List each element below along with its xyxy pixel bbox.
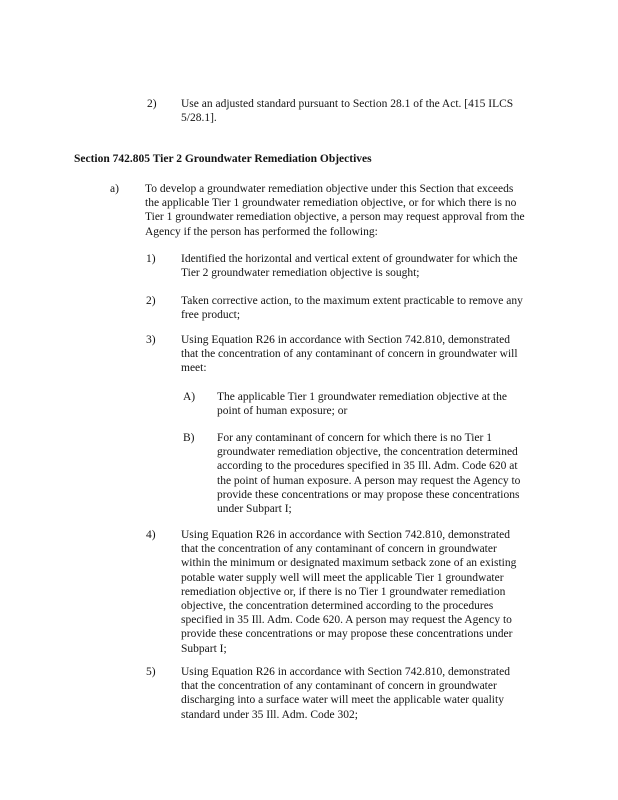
text-line: provide these concentrations or may propose these concentrations under <box>181 628 513 641</box>
text-line: that the concentration of any contaminant of concern in groundwater <box>181 680 497 693</box>
item-label: 3) <box>146 334 156 346</box>
item-text <box>181 528 516 656</box>
subsection-text <box>145 182 525 239</box>
text-line: potable water supply well will meet the applicable Tier 1 groundwater <box>181 571 504 584</box>
item-label: 2) <box>147 98 157 110</box>
text-line: within the minimum or designated maximum setback zone of an existing <box>181 557 517 570</box>
sub-item-label: B) <box>183 432 195 444</box>
text-line: Use an adjusted standard pursuant to Section 28.1 of the Act. [415 ILCS <box>181 98 514 110</box>
text-line: Taken corrective action, to the maximum extent practicable to remove any <box>181 295 523 307</box>
text-line: the applicable Tier 1 groundwater remediation objective, or for which there is no <box>145 197 517 210</box>
text-line: provide these concentrations or may propose these concentrations <box>217 488 520 501</box>
sub-item-label: A) <box>183 391 196 403</box>
subsection-label: a) <box>110 183 119 195</box>
item-text <box>181 333 518 376</box>
item-label: 4) <box>146 529 156 541</box>
sub-item-text <box>217 431 520 516</box>
text-line: Using Equation R26 in accordance with Section 742.810, demonstrated <box>181 334 510 346</box>
text-line: remediation objective or, if there is no Tier 1 groundwater remediation <box>181 585 506 598</box>
text-line: the point of human exposure. A person may request the Agency to <box>217 474 521 487</box>
item-text <box>181 252 518 280</box>
text-line: free product; <box>181 309 241 322</box>
text-line: Using Equation R26 in accordance with Section 742.810, demonstrated <box>181 666 510 678</box>
text-line: Agency if the person has performed the following: <box>145 225 378 238</box>
text-line: Tier 2 groundwater remediation objective is sought; <box>181 267 420 280</box>
text-line: groundwater remediation objective, the concentration determined <box>217 446 518 459</box>
text-line: specified in 35 Ill. Adm. Code 620. A person may request the Agency to <box>181 614 512 627</box>
section-heading: Section 742.805 Tier 2 Groundwater Remediation Objectives <box>74 153 372 165</box>
text-line: For any contaminant of concern for which there is no Tier 1 <box>217 432 492 444</box>
text-line: Tier 1 groundwater remediation objective, a person may request approval from the <box>145 211 525 224</box>
text-line: Using Equation R26 in accordance with Section 742.810, demonstrated <box>181 529 510 541</box>
text-line: according to the procedures specified in 35 Ill. Adm. Code 620 at <box>217 460 518 473</box>
text-line: 5/28.1]. <box>181 112 217 125</box>
sub-item-text <box>217 390 507 418</box>
text-line: under Subpart I; <box>217 503 292 516</box>
item-label: 5) <box>146 666 156 678</box>
text-line: meet: <box>181 362 207 375</box>
text-line: standard under 35 Ill. Adm. Code 302; <box>181 708 358 721</box>
item-text <box>181 294 523 322</box>
item-label: 1) <box>146 253 156 265</box>
text-line: that the concentration of any contaminant of concern in groundwater <box>181 543 497 556</box>
text-line: point of human exposure; or <box>217 405 348 418</box>
text-line: Subpart I; <box>181 642 227 655</box>
item-text <box>181 665 510 722</box>
text-line: To develop a groundwater remediation objective under this Section that exceeds <box>145 183 514 195</box>
text-line: discharging into a surface water will meet the applicable water quality <box>181 694 504 707</box>
item-label: 2) <box>146 295 156 307</box>
text-line: that the concentration of any contaminant of concern in groundwater will <box>181 348 518 361</box>
item-text <box>181 97 513 125</box>
text-line: The applicable Tier 1 groundwater remediation objective at the <box>217 391 507 403</box>
text-line: objective, the concentration determined according to the procedures <box>181 600 494 613</box>
text-line: Identified the horizontal and vertical extent of groundwater for which the <box>181 253 518 265</box>
